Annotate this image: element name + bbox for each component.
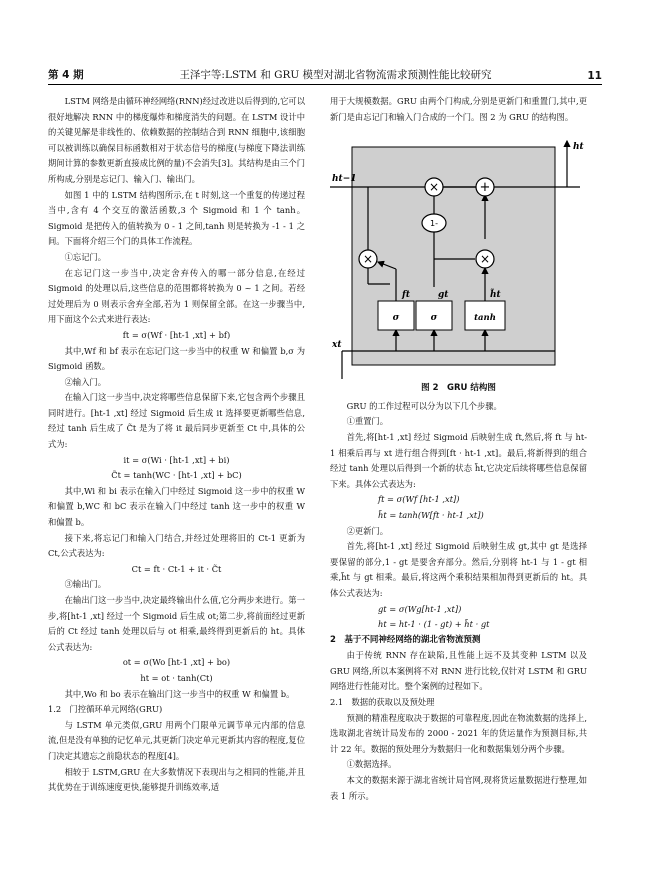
gt-label: gt bbox=[438, 290, 449, 301]
paragraph: 2.1 数据的获取以及预处理 bbox=[330, 697, 435, 708]
paragraph: ht = ht-1 · (1 - gt) + h̃t · gt bbox=[378, 619, 490, 630]
paragraph: ft = σ(Wf [ht-1 ,xt]) bbox=[378, 494, 460, 505]
paragraph: ②更新门。 bbox=[346, 525, 389, 536]
plus-symbol: + bbox=[479, 180, 491, 196]
hout-label: ht bbox=[573, 142, 584, 153]
paragraph: 与 LSTM 单元类似,GRU 用两个门限单元调节单元内部的信息流,但是没有单独的记忆单元,其更新门决定单元更新其内容的程度,复位门决定其遗忘之前隐状态的程度[4]。 bbox=[48, 719, 305, 761]
gru-structure-figure bbox=[330, 129, 587, 379]
paragraph: 首先,将[ht-1 ,xt] 经过 Sigmoid 后映射生成 gt,其中 gt 是选择要保留的部分,1 - gt 是要舍弃部分。然后,分别将 ht-1 与 1 - gt 相乘,h̃t 与 gt 相乘。最后,将这两个乘积结果相加得到更新后的 ht。具体公式表达为: bbox=[330, 541, 587, 598]
paragraph: ft = σ(Wf · [ht-1 ,xt] + bf) bbox=[122, 329, 231, 340]
running-header bbox=[48, 64, 602, 82]
sigma-box-1-label: σ bbox=[392, 313, 400, 324]
sigma-box-2-label: σ bbox=[430, 313, 438, 324]
paragraph: ①重置门。 bbox=[346, 416, 389, 427]
paragraph: LSTM 网络是由循环神经网络(RNN)经过改进以后得到的,它可以很好地解决 RNN 中的梯度爆炸和梯度消失的问题。在 LSTM 设计中的关键见解是非线性的、依赖数据的控制结合到 RNN 细胞中,该细胞可以被训练以确保目标函数相对于状态信号的梯度(与梯度下降法训练期间计算的参数更新直接成比例的量)不会消失[3]。其结构是由三个门所构成,分别是忘记门、输入门、输出门。 bbox=[48, 96, 305, 184]
paragraph: ht = ot · tanh(Ct) bbox=[140, 672, 213, 683]
paragraph: ot = σ(Wo [ht-1 ,xt] + bo) bbox=[122, 657, 231, 668]
paragraph: 由于传统 RNN 存在缺陷,且性能上远不及其变种 LSTM 以及 GRU 网络,所以本案例将不对 RNN 进行比较,仅针对 LSTM 和 GRU 网络进行性能对比。整个案例的过程如下。 bbox=[330, 650, 587, 692]
right-multiply-symbol: × bbox=[479, 252, 491, 267]
hprev-label: ht−1 bbox=[332, 174, 357, 185]
top-multiply-symbol: × bbox=[428, 180, 440, 195]
paragraph: ①数据选择。 bbox=[346, 759, 397, 770]
paragraph: it = σ(Wi · [ht-1 ,xt] + bi) bbox=[123, 454, 230, 465]
one-minus-label: 1- bbox=[430, 219, 438, 229]
paragraph: 接下来,将忘记门和输入门结合,并经过处理将旧的 Ct-1 更新为 Ct,公式表达为: bbox=[48, 532, 305, 559]
header-rule bbox=[48, 84, 602, 85]
page-number: 11 bbox=[587, 70, 602, 82]
gru-cell-box bbox=[352, 147, 555, 365]
paragraph: 如图 1 中的 LSTM 结构图所示,在 t 时刻,这一个重复的传递过程当中,含有 4 个交互的激活函数,3 个 Sigmoid 和 1 个 tanh。Sigmoid 是把传入的值转换为 0 - 1 之间,tanh 则是转换为 -1 - 1 之间。下面将介绍三个门的具体工作流程。 bbox=[48, 189, 305, 247]
paragraph: 在输出门这一步当中,决定最终输出什么值,它分两步来进行。第一步,将[ht-1 ,xt] 经过一个 Sigmoid 后生成 ot;第二步,将前面经过更新后的 Ct 经过 tanh 处理以后与 ot 相乘,最终得到更新后的 ht。具体公式表达为: bbox=[48, 595, 305, 652]
paragraph: 2 基于不同神经网络的湖北省物流预测 bbox=[330, 634, 481, 645]
paragraph: C̃t = tanh(WC · [ht-1 ,xt] + bC) bbox=[111, 470, 242, 481]
paragraph: ①忘记门。 bbox=[64, 251, 107, 262]
paragraph: 1.2 门控循环单元网络(GRU) bbox=[48, 704, 163, 715]
ft-label: ft bbox=[402, 290, 411, 301]
paragraph: 在输入门这一步当中,决定将哪些信息保留下来,它包含两个步骤且同时进行。[ht-1 ,xt] 经过 Sigmoid 后生成 it 选择要更新哪些信息,经过 tanh 后生成了 C̃t 是为了将 it 最后同步更新至 Ct 中,具体的公式为: bbox=[48, 392, 305, 450]
paragraph: ②输入门。 bbox=[64, 376, 107, 387]
paragraph: 用于大规模数据。GRU 由两个门构成,分别是更新门和重置门,其中,更新门是由忘记门和输入门合成的一个门。图 2 为 GRU 的结构图。 bbox=[330, 96, 587, 122]
paragraph: 在忘记门这一步当中,决定舍弃传入的哪一部分信息,在经过 Sigmoid 的处理以后,这些信息的范围都将转换为 0 ~ 1 之间。若经过处理后为 0 则表示舍弃全部,若为 1 则保留全部。在这一步骤当中,用下面这个公式来进行表达: bbox=[48, 267, 305, 325]
paragraph: 本文的数据来源于湖北省统计局官网,现将货运量数据进行整理,如表 1 所示。 bbox=[330, 775, 587, 801]
paragraph: 首先,将[ht-1 ,xt] 经过 Sigmoid 后映射生成 ft,然后,将 ft 与 ht-1 相乘后再与 xt 进行组合得到[ft · ht-1 ,xt]。最后,将新得到的组合经过 tanh 处理以后得到一个新的状态 h̃t,它决定后续将哪些信息保留下来。具体公式表达为: bbox=[330, 431, 587, 489]
paragraph: h̃t = tanh(W[ft · ht-1 ,xt]) bbox=[378, 509, 484, 520]
paragraph: gt = σ(Wg[ht-1 ,xt]) bbox=[378, 603, 462, 614]
left-column bbox=[48, 94, 305, 796]
paragraph: 其中,Wf 和 bf 表示在忘记门这一步当中的权重 W 和偏置 b,σ 为 Sigmoid 函数。 bbox=[48, 345, 305, 372]
gru-diagram-svg bbox=[330, 129, 587, 379]
xt-label: xt bbox=[332, 340, 342, 351]
figure-caption: 图 2 GRU 结构图 bbox=[421, 383, 496, 394]
left-multiply-symbol: × bbox=[362, 252, 374, 267]
paragraph: 其中,Wi 和 bi 表示在输入门中经过 Sigmoid 这一步中的权重 W 和偏置 b,WC 和 bC 表示在输入门中经过 tanh 这一步中的权重 W 和偏置 b。 bbox=[48, 485, 305, 528]
running-title: 王泽宇等:LSTM 和 GRU 模型对湖北省物流需求预测性能比较研究 bbox=[179, 69, 492, 81]
paragraph: 预测的精准程度取决于数据的可靠程度,因此在物流数据的选择上,选取湖北省统计局发布的 2000 - 2021 年的货运量作为预测目标,共计 22 年。数据的预处理分为数据归一化和数据集划分两个步骤。 bbox=[330, 712, 587, 754]
paragraph: 其中,Wo 和 bo 表示在输出门这一步当中的权重 W 和偏置 b。 bbox=[64, 688, 295, 699]
htilde-label: h̃t bbox=[490, 290, 501, 301]
right-bottom-text bbox=[330, 399, 587, 804]
paragraph: Ct = ft · Ct-1 + it · C̃t bbox=[131, 563, 222, 574]
paragraph: 相较于 LSTM,GRU 在大多数情况下表现出与之相同的性能,并且其优势在于训练速度更快,能够提升训练效率,适 bbox=[48, 766, 305, 793]
paragraph: ③输出门。 bbox=[64, 579, 107, 590]
tanh-box-label: tanh bbox=[474, 313, 496, 324]
right-top-text bbox=[330, 94, 587, 125]
paragraph: GRU 的工作过程可以分为以下几个步骤。 bbox=[346, 400, 502, 411]
right-column bbox=[330, 94, 587, 804]
issue-number: 第 4 期 bbox=[48, 69, 84, 81]
